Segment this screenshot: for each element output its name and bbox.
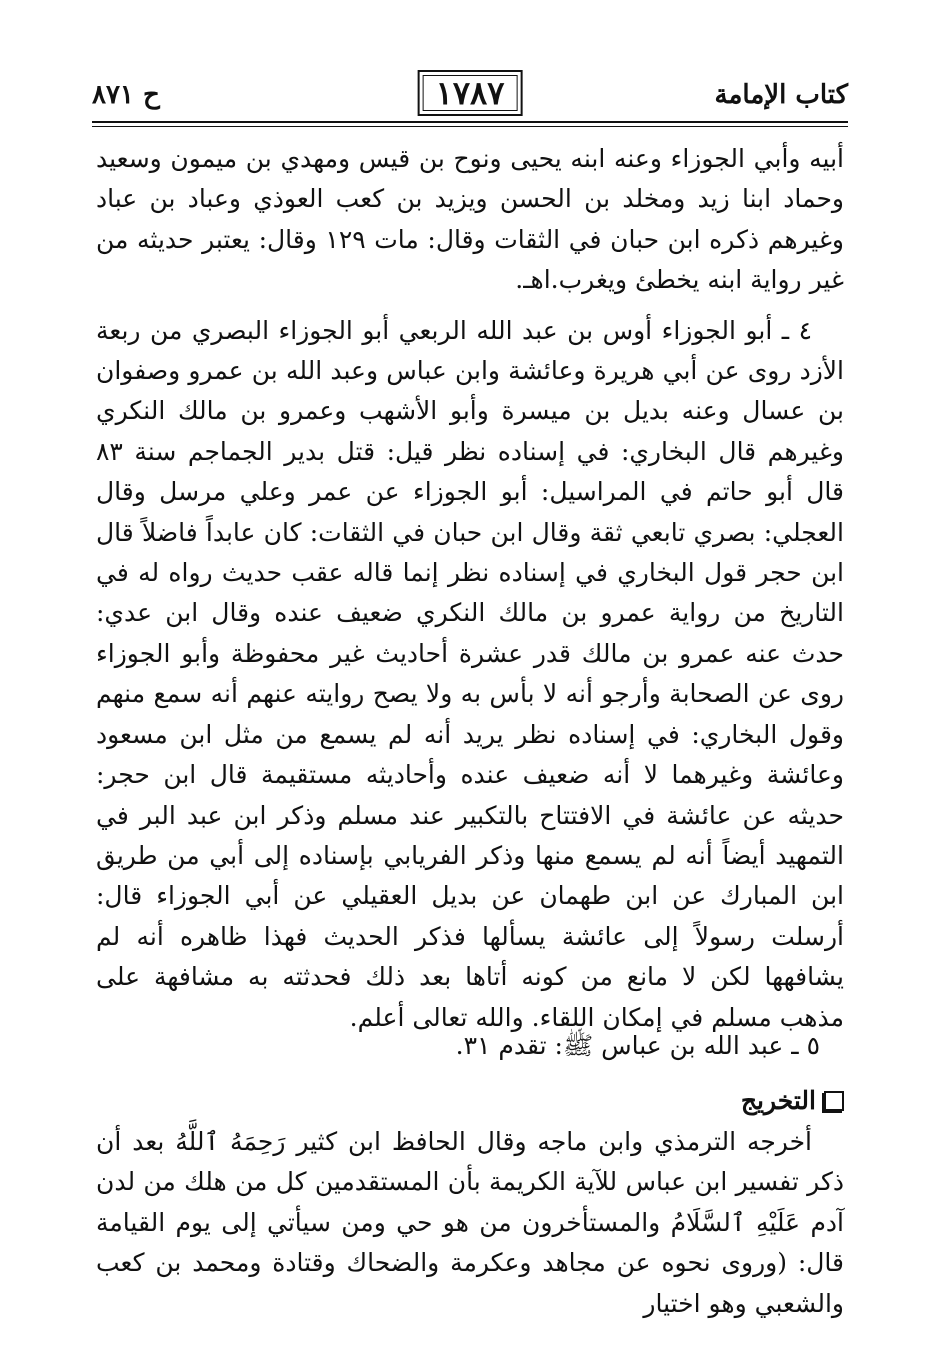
header-rule: [92, 121, 848, 123]
takhrij-paragraph: أخرجه الترمذي وابن ماجه وقال الحافظ ابن كثير رَحِمَهُ ٱللَّهُ بعد أن ذكر تفسير ابن عباس للآية الكريمة بأن المستقدمين كل من هلك من لدن آدم عَلَيْهِ ٱلسَّلَامُ والمستأخرون من هو حي ومن سيأتي إلى يوم القيامة قال: (وروى نحوه عن مجاهد وعكرمة والضحاك وقتادة ومحمد بن كعب والشعبي وهو اختيار: [96, 1127, 844, 1318]
hadith-reference: ح ٨٧١: [92, 80, 160, 110]
main-text: [96, 139, 844, 1048]
section-heading: [741, 1086, 844, 1115]
hadith-number: ١٧٨٧: [435, 74, 505, 112]
book-title: كتاب الإمامة: [714, 80, 848, 110]
checkbox-square-icon: [824, 1091, 844, 1111]
narrator-5: ٥ ـ عبد الله بن عباس ﷺ: تقدم ٣١.: [455, 1031, 820, 1060]
page-header: [92, 70, 848, 122]
section-title: التخريج: [740, 1086, 816, 1115]
hadith-number-box: [418, 70, 523, 116]
takhrij-text: [96, 1122, 844, 1334]
header-rule-thin: [92, 126, 848, 127]
paragraph-narrator-4: ٤ ـ أبو الجوزاء أوس بن عبد الله الربعي أبو الجوزاء البصري من ربعة الأزد روى عن أبي هريرة وعائشة وابن عباس وعبد الله بن عمرو وصفوان بن عسال وعنه بديل بن ميسرة وأبو الأشهب وعمرو بن مالك النكري وغيرهم قال البخاري: في إسناده نظر قيل: قتل بدير الجماجم سنة ٨٣ قال أبو حاتم في المراسيل: أبو الجوزاء عن عمر وعلي مرسل وقال العجلي: بصري تابعي ثقة وقال ابن حبان في الثقات: كان عابداً فاضلاً قال ابن حجر قول البخاري في إسناده نظر إنما قاله عقب حديث رواه له في التاريخ من رواية عمرو بن مالك النكري ضعيف عنده وقال ابن عدي: حدث عنه عمرو بن مالك قدر عشرة أحاديث غير محفوظة وأبو الجوزاء روى عن الصحابة وأرجو أنه لا بأس به ولا يصح روايته عنهم أنه سمع منهم وقول البخاري: في إسناده نظر يريد أنه لم يسمع من مثل ابن مسعود وعائشة وغيرهما لا أنه ضعيف عنده وأحاديثه مستقيمة قال ابن حجر: حديثه عن عائشة في الافتتاح بالتكبير عند مسلم وذكر ابن عبد البر في التمهيد أيضاً أنه لم يسمع منها وذكر الفريابي بإسناده إلى أبي من طريق ابن المبارك عن ابن طهمان عن بديل العقيلي عن أبي الجوزاء قال: أرسلت رسولاً إلى عائشة يسألها فذكر الحديث فهذا ظاهره أنه لم يشافهها لكن لا مانع من كونه أتاها بعد ذلك فحدثته به مشافهة على مذهب مسلم في إمكان اللقاء. والله تعالى أعلم.: [96, 315, 844, 1032]
paragraph-narrator-3: أبيه وأبي الجوزاء وعنه ابنه يحيى ونوح بن قيس ومهدي بن ميمون وسعيد وحماد ابنا زيد ومخلد بن الحسن ويزيد بن كعب العوذي وعباد بن عباد وغيرهم ذكره ابن حبان في الثقات وقال: مات ١٢٩ وقال: يعتبر حديثه من غير رواية ابنه يخطئ ويغرب.اهـ.: [96, 144, 844, 295]
